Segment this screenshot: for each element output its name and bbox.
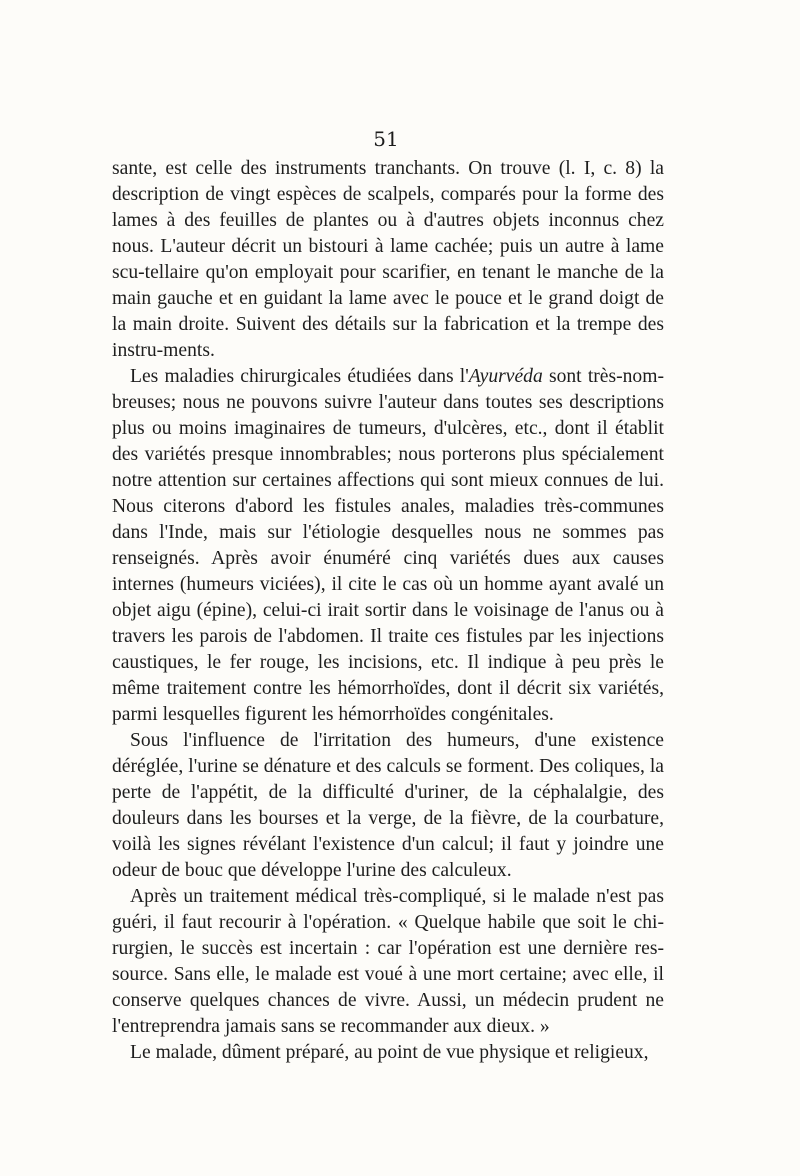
page-number: 51 — [373, 127, 399, 151]
italic-title-ayurveda: Ayurvéda — [468, 366, 543, 387]
paragraph-surgical-diseases — [112, 364, 664, 728]
paragraph-scalpels: sante, est celle des instruments tranchants. On trouve (l. I, c. 8) la description de vingt espèces de scalpels, comparés pour la forme des lames à des feuilles de plantes ou à d'autres objets inconnus chez nous. L'auteur décrit un bistouri à lame cachée; puis un autre à lame scu-tellaire qu'on employait pour scarifier, en tenant le manche de la main gauche et en guidant la lame avec le pouce et le grand doigt de la main droite. Suivent des détails sur la fabrication et la trempe des instru-ments. — [112, 158, 664, 361]
paragraph-text-after-italic: sont très-nom-breuses; nous ne pouvons suivre l'auteur dans toutes ses descriptions plus ou moins imaginaires de tumeurs, d'ulcères, etc., dont il établit des variétés presque innombrables; nous porterons plus spécialement notre attention sur certaines affections qui sont mieux connues de lui. Nous citerons d'abord les fistules anales, maladies très-communes dans l'Inde, mais sur l'étiologie desquelles nous ne sommes pas renseignés. Après avoir énuméré cinq variétés dues aux causes internes (humeurs viciées), il cite le cas où un homme ayant avalé un objet aigu (épine), celui-ci irait sortir dans le voisinage de l'anus ou à travers les parois de l'abdomen. Il traite ces fistules par les injections caustiques, le fer rouge, les incisions, etc. Il indique à peu près le même traitement contre les hémorrhoïdes, dont il décrit six variétés, parmi lesquelles figurent les hémorrhoïdes congénitales. — [112, 366, 664, 725]
body-text — [112, 156, 664, 1066]
paragraph-patient-prepared: Le malade, dûment préparé, au point de vue physique et religieux, — [130, 1042, 649, 1063]
paragraph-operation: Après un traitement médical très-compliqué, si le malade n'est pas guéri, il faut recourir à l'opération. « Quelque habile que soit le chi-rurgien, le succès est incertain : car l'opération est une dernière res-source. Sans elle, le malade est voué à une mort certaine; avec elle, il conserve quelques chances de vivre. Aussi, un médecin prudent ne l'entreprendra jamais sans se recommander aux dieux. » — [112, 886, 664, 1037]
paragraph-text-before-italic: Les maladies chirurgicales étudiées dans l' — [130, 366, 469, 387]
paragraph-calculus-symptoms: Sous l'influence de l'irritation des humeurs, d'une existence déréglée, l'urine se dénature et des calculs se forment. Des coliques, la perte de l'appétit, de la difficulté d'uriner, de la céphalalgie, des douleurs dans les bourses et la verge, de la fièvre, de la courbature, voilà les signes révélant l'existence d'un calcul; il faut y joindre une odeur de bouc que développe l'urine des calculeux. — [112, 730, 664, 881]
